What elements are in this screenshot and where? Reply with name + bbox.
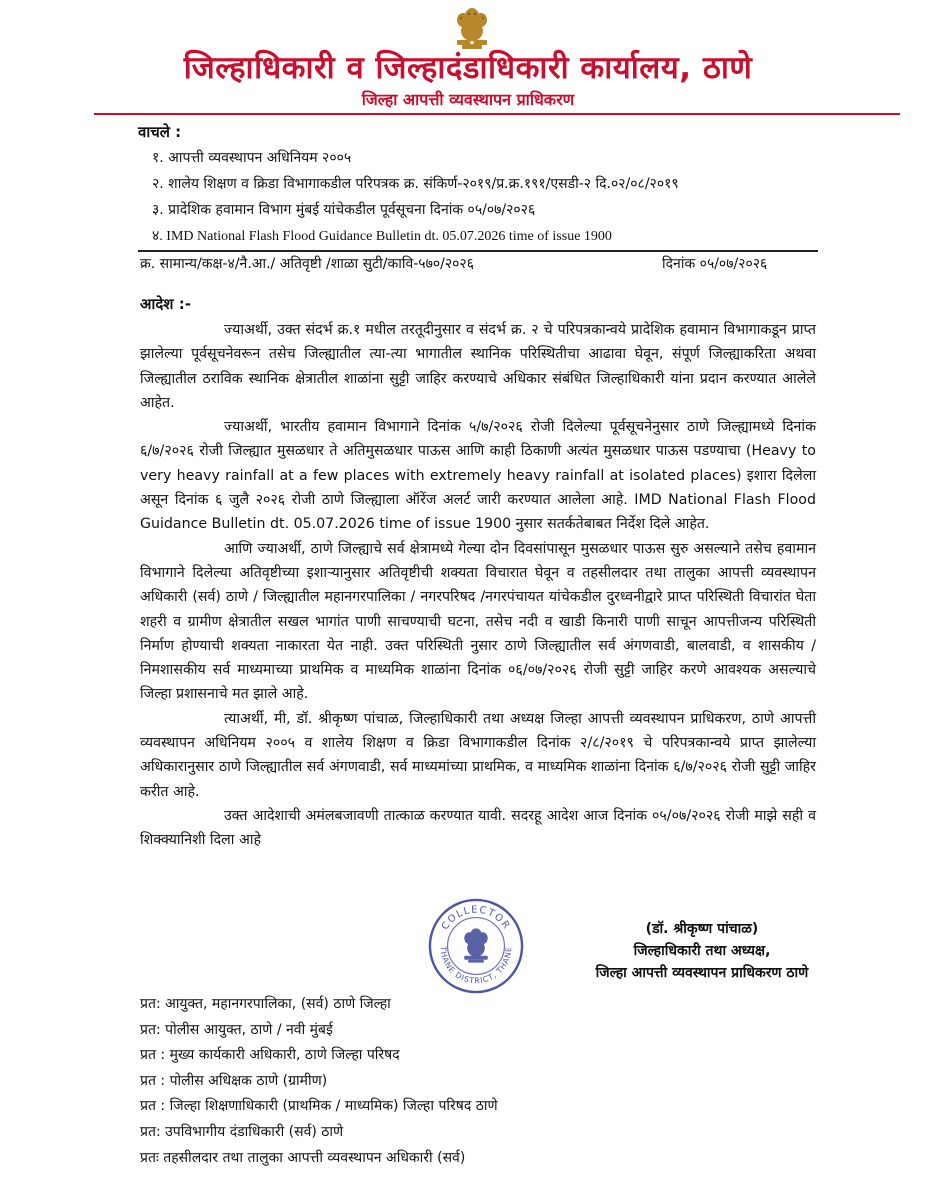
svg-text:THANE DISTRICT, THANE: THANE DISTRICT, THANE — [438, 946, 514, 986]
signatory-authority: जिल्हा आपत्ती व्यवस्थापन प्राधिकरण ठाणे — [595, 965, 809, 981]
reference-number: क्र. सामान्य/कक्ष-४/नै.आ./ अतिवृष्टी /शाळा सुटी/कावि-५७०/२०२६ — [140, 256, 474, 272]
copy-item: प्रत : मुख्य कार्यकारी अधिकारी, ठाणे जिल्हा परिषद — [140, 1047, 400, 1064]
reference-item: २. शालेय शिक्षण व क्रिडा विभागाकडील परिपत्रक क्र. संकिर्ण-२०१९/प्र.क्र.१९१/एसडी-२ दि.०२/०८/२०१९ — [152, 176, 679, 192]
copy-item: प्रत: आयुक्त, महानगरपालिका, (सर्व) ठाणे जिल्हा — [140, 996, 391, 1012]
authority-subtitle: जिल्हा आपत्ती व्यवस्थापन प्राधिकरण — [361, 90, 575, 109]
reference-item: १. आपत्ती व्यवस्थापन अधिनियम २००५ — [152, 150, 352, 166]
reference-item: ४. IMD National Flash Flood Guidance Bulletin dt. 05.07.2026 time of issue 1900 — [152, 229, 612, 244]
copy-list — [140, 992, 498, 1171]
reference-divider — [138, 250, 818, 252]
collector-seal-stamp — [427, 897, 525, 995]
order-label: आदेश :- — [140, 295, 191, 313]
order-paragraph: उक्त आदेशाची अमंलबजावणी तात्काळ करण्यात यावी. सदरहू आदेश आज दिनांक ०५/०७/२०२६ रोजी माझे सही व शिक्क्यानिशी दिला आहे — [140, 807, 816, 849]
national-emblem-icon — [453, 4, 491, 52]
signature-block — [552, 918, 852, 984]
copy-item: प्रत : पोलीस अधिक्षक ठाणे (ग्रामीण) — [140, 1072, 328, 1089]
order-paragraph: ज्याअर्थी, उक्त संदर्भ क्र.१ मधील तरतूदीनुसार व संदर्भ क्र. २ चे परिपत्रकान्वये प्रादेशिक हवामान विभागाकडून प्राप्त झालेल्या पूर्वसूचनेवरून तसेच जिल्ह्यातील त्या-त्या भागातील स्थानिक परिस्थितीचा आढावा घेवून, संपूर्ण जिल्ह्याकरिता अथवा जिल्ह्यातील ठराविक स्थानिक क्षेत्रातील शाळांना सुट्टी जाहिर करण्याचे अधिकार संबंधित जिल्हाधिकारी यांना प्रदान करण्यात आलेले आहेत. — [140, 322, 816, 411]
order-paragraph: आणि ज्याअर्थी, ठाणे जिल्ह्याचे सर्व क्षेत्रामध्ये गेल्या दोन दिवसांपासून मुसळधार पाऊस सुरु असल्याने तसेच हवामान विभागाने दिलेल्या अतिवृष्टीच्या इशाऱ्यानुसार अतिवृष्टीची शक्यता विचारात घेवून व तहसीलदार तथा तालुका आपत्ती व्यवस्थापन अधिकारी (सर्व) ठाणे / जिल्ह्यातील महानगरपालिका / नगरपरिषद /नगरपंचायत यांचेकडील दुरध्वनीद्वारे प्राप्त परिस्थिती विचारांत घेता शहरी व ग्रामीण क्षेत्रातील सखल भागांत पाणी साचण्याची घटना, तसेच नदी व खाडी किनारी पाणी साचून आपत्तीजन्य परिस्थिती निर्माण होण्याची शक्यता नाकारता येत नाही. उक्त परिस्थिती नुसार ठाणे जिल्ह्यातील सर्व अंगणवाडी, बालवाडी, व शासकीय / निमशासकीय सर्व माध्यमाच्या प्राथमिक व माध्यमिक शाळांना दिनांक ०६/०७/२०२६ रोजी सुट्टी जाहिर करणे आवश्यक असल्याचे जिल्हा प्रशासनाचे मत झाले आहे. — [140, 540, 816, 703]
signatory-designation: जिल्हाधिकारी तथा अध्यक्ष, — [633, 943, 771, 959]
reference-item: ३. प्रादेशिक हवामान विभाग मुंबई यांचेकडील पूर्वसूचना दिनांक ०५/०७/२०२६ — [152, 202, 536, 218]
signatory-name: (डॉ. श्रीकृष्ण पांचाळ) — [645, 921, 759, 937]
copy-item: प्रत: पोलीस आयुक्त, ठाणे / नवी मुंबई — [140, 1021, 333, 1038]
copy-item: प्रतः तहसीलदार तथा तालुका आपत्ती व्यवस्थापन अधिकारी (सर्व) — [140, 1149, 466, 1166]
copy-item: प्रत: उपविभागीय दंडाधिकारी (सर्व) ठाणे — [140, 1123, 344, 1140]
order-paragraph: ज्याअर्थी, भारतीय हवामान विभागाने दिनांक ५/७/२०२६ रोजी दिलेल्या पूर्वसूचनेनुसार ठाणे जिल्ह्यामध्ये दिनांक ६/७/२०२६ रोजी जिल्ह्यात मुसळधार ते अतिमुसळधार पाऊस आणि काही ठिकाणी अत्यंत मुसळधार पाऊस पडण्याचा (Heavy to very heavy rainfall at a few places with extremely heavy rainfall at isolated places) इशारा दिलेला असून दिनांक ६ जुलै २०२६ रोजी ठाणे जिल्ह्याला ऑरेंज अलर्ट जारी करण्यात आलेला आहे. IMD National Flash Flood Guidance Bulletin dt. 05.07.2026 time of issue 1900 नुसार सतर्कतेबाबत निर्देश दिले आहेत. — [140, 419, 816, 533]
office-title: जिल्हाधिकारी व जिल्हादंडाधिकारी कार्यालय, ठाणे — [183, 50, 753, 86]
read-label: वाचले : — [138, 123, 182, 141]
reference-date: दिनांक ०५/०७/२०२६ — [662, 256, 768, 272]
svg-text:COLLECTOR: COLLECTOR — [439, 904, 513, 933]
copy-item: प्रत : जिल्हा शिक्षणाधिकारी (प्राथमिक / माध्यमिक) जिल्हा परिषद ठाणे — [140, 1098, 498, 1115]
order-body — [140, 318, 816, 853]
order-paragraph: त्याअर्थी, मी, डॉ. श्रीकृष्ण पांचाळ, जिल्हाधिकारी तथा अध्यक्ष जिल्हा आपत्ती व्यवस्थापन प्राधिकरण, ठाणे आपत्ती व्यवस्थापन अधिनियम २००५ व शालेय शिक्षण व क्रिडा विभागाकडील दिनांक २/८/२०१९ चे परिपत्रकान्वये प्राप्त झालेल्या अधिकारानुसार ठाणे जिल्ह्यातील सर्व अंगणवाडी, सर्व माध्यमांच्या प्राथमिक, व माध्यमिक शाळांना दिनांक ६/७/२०२६ रोजी सुट्टी जाहिर करीत आहे. — [140, 710, 816, 800]
header-divider — [94, 113, 900, 115]
